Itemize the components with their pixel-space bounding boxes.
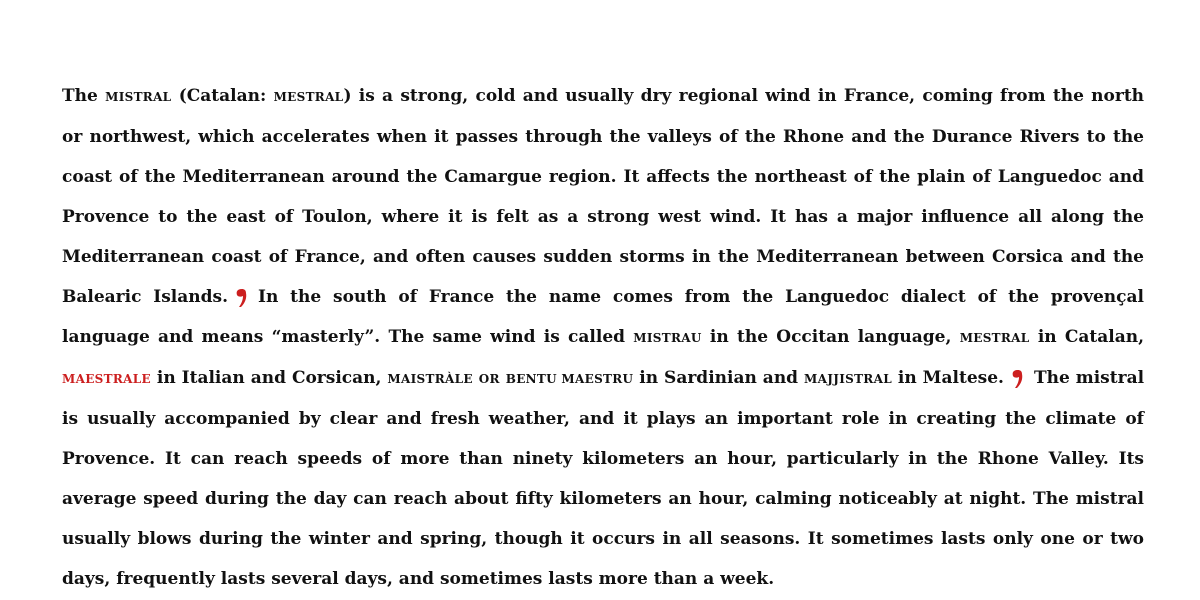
term-majjistral: MAJJISTRAL (804, 372, 892, 386)
text-run: (Catalan: (178, 86, 267, 106)
term-mestral: MESTRAL (959, 331, 1030, 345)
text-run: in Italian and Corsican, (156, 368, 382, 388)
term-bentu-maestru: BENTU MAESTRU (505, 372, 634, 386)
text-run: The mistral is usually accompanied by clear and fresh weather, and it plays an important role in creating the climate of Provence. It can reach speeds of more than ninety kilometers an hour, particularly in the Rhone Valley. Its average speed during the day can reach about fifty kilometers an hour, calming noticeably at night. The mistral usually blows during the winter and spring, though it occurs in all seasons. It sometimes lasts only one or two days, frequently lasts several days, and sometimes lasts more than a week. (62, 368, 1145, 589)
term-mistral: MISTRAL (105, 90, 172, 104)
term-or: OR (478, 372, 500, 386)
text-block (62, 76, 1144, 599)
text-run: In the south of France the name comes from the Languedoc dialect of the provençal language and means “masterly”. The same wind is called (62, 287, 1144, 347)
text-run: in Catalan, (1037, 327, 1145, 347)
pilcrow-icon (1012, 369, 1024, 389)
pilcrow-icon (236, 288, 248, 308)
term-mestral: MESTRAL (273, 90, 344, 104)
text-run: The (62, 86, 98, 106)
text-run: in Sardinian and (639, 368, 799, 388)
text-run: in Maltese. (897, 368, 1004, 388)
term-mistrau: MISTRAU (633, 331, 702, 345)
text-run: ) is a strong, cold and usually dry regional wind in France, coming from the north or northwest, which accelerates when it passes through the valleys of the Rhone and the Durance Rivers to the coast of the Mediterranean around the Camargue region. It affects the northeast of the plain of Languedoc and Provence to the east of Toulon, where it is felt as a strong west wind. It has a major influence all along the Mediterranean coast of France, and often causes sudden storms in the Mediterranean between Corsica and the Balearic Islands. (62, 86, 1145, 307)
term-maestrale: MAESTRALE (62, 372, 151, 386)
text-run: in the Occitan language, (709, 327, 952, 347)
term-maistrale: MAISTRÀLE (387, 372, 473, 386)
